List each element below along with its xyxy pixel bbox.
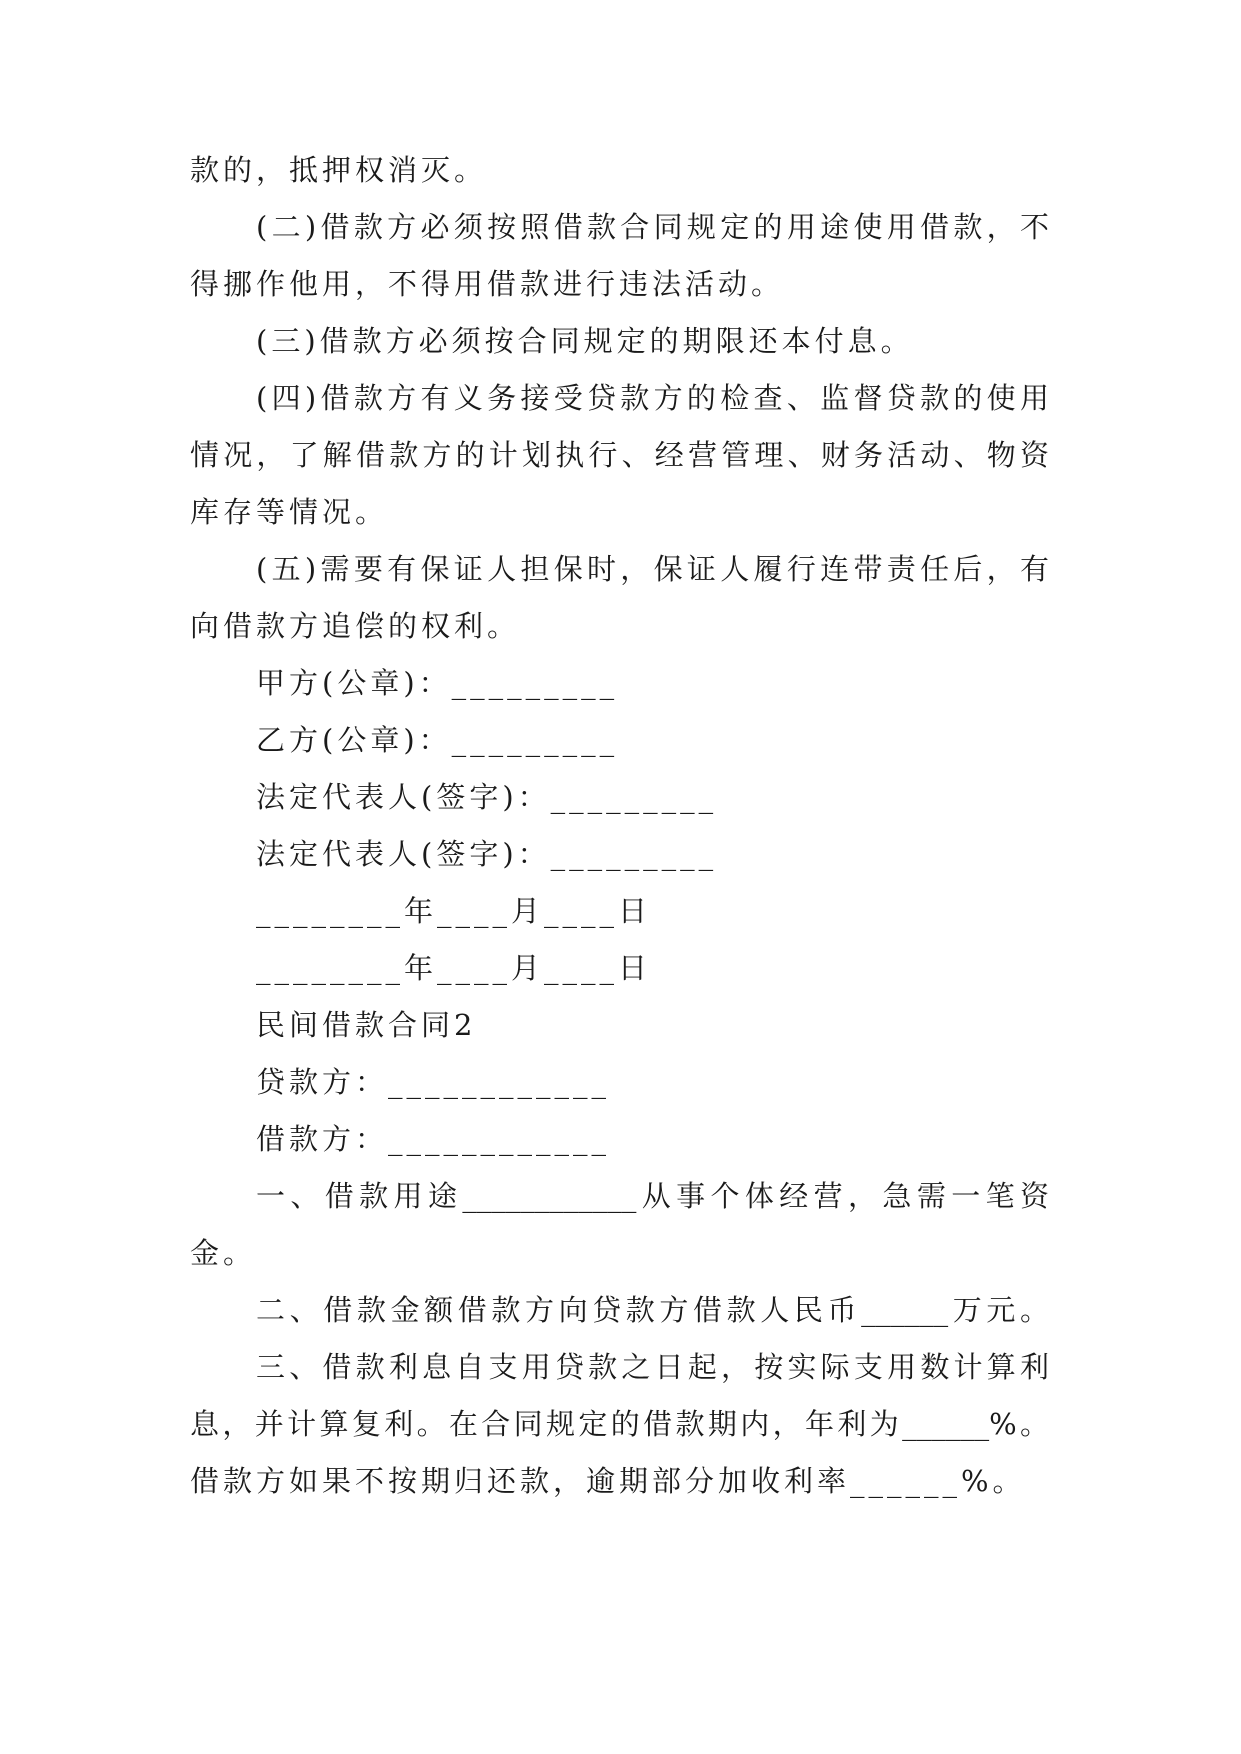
paragraph-line: (三)借款方必须按合同规定的期限还本付息。 — [256, 324, 914, 358]
borrower-line: 借款方：____________ — [256, 1122, 611, 1156]
signature-line-representative: 法定代表人(签字)：_________ — [256, 780, 718, 814]
paragraph-line: 三、借款利息自支用贷款之日起，按实际支用数计算利 — [256, 1350, 1049, 1384]
signature-line-party-a: 甲方(公章)：_________ — [256, 666, 619, 700]
lender-line: 贷款方：____________ — [256, 1065, 611, 1099]
paragraph-line: 息，并计算复利。在合同规定的借款期内，年利为______%。 — [190, 1407, 1049, 1441]
paragraph-line: 款的，抵押权消灭。 — [190, 153, 488, 187]
document-page — [190, 0, 1070, 1754]
paragraph-line: 借款方如果不按期归还款，逾期部分加收利率______%。 — [190, 1464, 1026, 1498]
signature-line-representative: 法定代表人(签字)：_________ — [256, 837, 718, 871]
paragraph-line: 库存等情况。 — [190, 495, 389, 529]
paragraph-line: 向借款方追偿的权利。 — [190, 609, 521, 643]
date-line: ________年____月____日 — [256, 951, 652, 985]
paragraph-line: 得挪作他用，不得用借款进行违法活动。 — [190, 267, 785, 301]
paragraph-line: 情况，了解借款方的计划执行、经营管理、财务活动、物资 — [190, 438, 1049, 472]
signature-line-party-b: 乙方(公章)：_________ — [256, 723, 619, 757]
paragraph-line: (四)借款方有义务接受贷款方的检查、监督贷款的使用 — [256, 381, 1049, 415]
date-line: ________年____月____日 — [256, 894, 652, 928]
section-heading: 民间借款合同2 — [256, 1008, 477, 1042]
paragraph-line: 金。 — [190, 1236, 257, 1270]
paragraph-line: 一、借款用途____________从事个体经营，急需一笔资 — [256, 1179, 1049, 1213]
paragraph-line: 二、借款金额借款方向贷款方借款人民币______万元。 — [256, 1293, 1049, 1327]
paragraph-line: (五)需要有保证人担保时，保证人履行连带责任后，有 — [256, 552, 1049, 586]
paragraph-line: (二)借款方必须按照借款合同规定的用途使用借款，不 — [256, 210, 1049, 244]
